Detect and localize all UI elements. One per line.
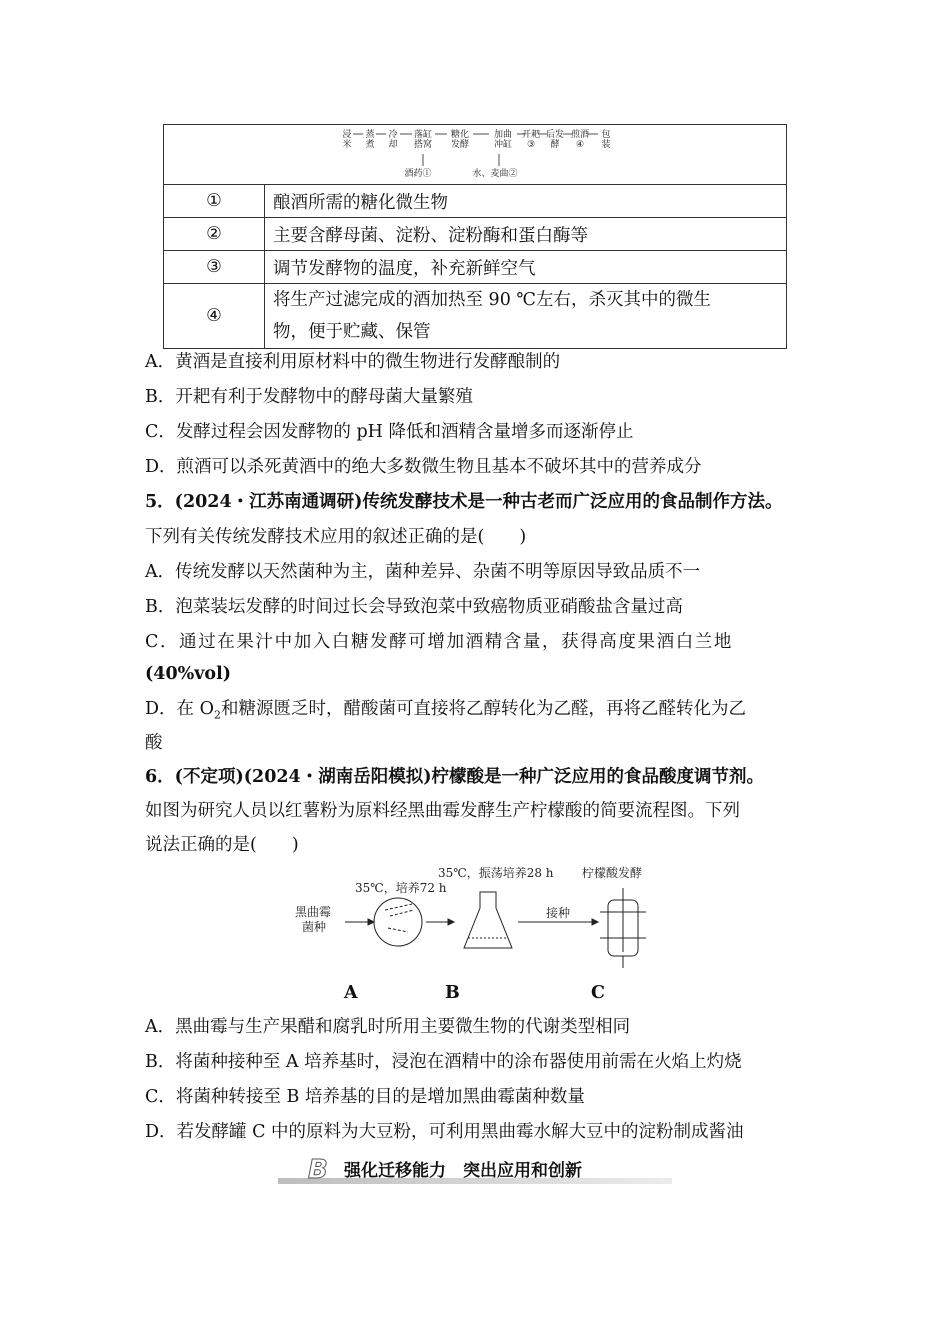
q4-option-a: A．黄酒是直接利用原材料中的微生物进行发酵酿制的 [145, 352, 561, 372]
flow-step-part: 浸 [342, 130, 352, 140]
row-text [265, 284, 787, 349]
figure-label-c: C [591, 983, 605, 1003]
flow-step-part: ③ [526, 140, 536, 150]
flow-input-1: 酒药① [404, 169, 432, 179]
q4-option-d: D．煎酒可以杀死黄酒中的绝大多数微生物且基本不破坏其中的营养成分 [145, 457, 702, 477]
figure-label-b: B [445, 983, 460, 1003]
explanation-table [163, 124, 787, 349]
flask [464, 892, 512, 948]
a-condition: 35℃，培养72 h [355, 881, 447, 895]
row-text: 调节发酵物的温度，补充新鲜空气 [265, 251, 787, 284]
q6-stem-2: 如图为研究人员以红薯粉为原料经黑曲霉发酵生产柠檬酸的简要流程图。下列 [145, 801, 740, 821]
flow-step-part: 装 [601, 140, 611, 150]
row-number: ② [164, 218, 265, 251]
q6-option-c: C．将菌种转接至 B 培养基的目的是增加黑曲霉菌种数量 [145, 1087, 585, 1107]
q5-stem-1: 5．(2024・江苏南通调研)传统发酵技术是一种古老而广泛应用的食品制作方法。 [145, 492, 783, 512]
q4-option-b: B．开耙有利于发酵物中的酵母菌大量繁殖 [145, 387, 473, 407]
flow-step-part: 米 [342, 140, 352, 150]
fermentation-figure [290, 860, 670, 980]
c-condition: 柠檬酸发酵 [582, 866, 643, 880]
q5-option-a: A．传统发酵以天然菌种为主，菌种差异、杂菌不明等原因导致品质不一 [145, 562, 701, 582]
table-row [164, 125, 787, 185]
flow-step-part: 酵 [550, 140, 560, 150]
q6-stem-1: 6．(不定项)(2024・湖南岳阳模拟)柠檬酸是一种广泛应用的食品酸度调节剂。 [145, 767, 765, 787]
flow-step-part: 包 [601, 130, 611, 140]
row-text-line: 物，便于贮藏、保管 [273, 322, 431, 342]
section-banner [278, 1156, 672, 1188]
flow-step-part: 冷 [388, 130, 398, 140]
subscript: 2 [213, 708, 221, 722]
q4-option-c: C．发酵过程会因发酵物的 pH 降低和酒精含量增多而逐渐停止 [145, 422, 634, 442]
row-number: ③ [164, 251, 265, 284]
flow-step-part: 煎酒 [570, 130, 590, 140]
q5-option-c-cont: (40%vol) [145, 664, 232, 684]
row-number: ④ [164, 284, 265, 349]
flow-step-part: 加曲 [493, 130, 513, 140]
strain-label: 菌种 [302, 920, 327, 934]
q5-option-d-cont: 酸 [145, 733, 163, 753]
flow-step-part: 冲缸 [493, 140, 513, 150]
strain-label: 黑曲霉 [295, 905, 332, 919]
q6-option-d: D．若发酵罐 C 中的原料为大豆粉，可利用黑曲霉水解大豆中的淀粉制成酱油 [145, 1122, 744, 1142]
row-text-line: 将生产过滤完成的酒加热至 90 ℃左右，杀灭其中的微生 [273, 290, 711, 310]
q6-stem-3: 说法正确的是( ) [145, 835, 299, 855]
flow-step-part: 开耙 [521, 130, 541, 140]
inoculate-label: 接种 [546, 906, 571, 920]
flow-step-part: 后发 [545, 130, 565, 140]
flow-step-part: 却 [388, 140, 398, 150]
flow-step-part: 落缸 [413, 130, 433, 140]
flow-step-part: 搭窝 [413, 140, 433, 150]
banner-title: 强化迁移能力 突出应用和创新 [344, 1161, 582, 1181]
flow-input-2: 水、麦曲② [472, 169, 518, 179]
b-condition: 35℃，振荡培养28 h [438, 866, 554, 880]
text: D．在 O [145, 699, 214, 719]
flow-step-part: 发酵 [450, 140, 470, 150]
flow-step-part: ④ [575, 140, 585, 150]
text: 和糖源匮乏时，醋酸菌可直接将乙醇转化为乙醛，再将乙醛转化为乙 [220, 699, 746, 719]
banner-letter: B [308, 1156, 328, 1185]
petri-dish [374, 898, 422, 946]
figure-svg [290, 860, 670, 980]
q5-option-c: C．通过在果汁中加入白糖发酵可增加酒精含量，获得高度果酒白兰地 [145, 632, 733, 652]
flow-step-part: 蒸 [365, 130, 375, 140]
table-row [164, 284, 787, 349]
q5-option-d [145, 698, 746, 727]
table-row [164, 185, 787, 218]
flow-step-part: 煮 [365, 140, 375, 150]
banner-svg [278, 1156, 672, 1188]
q6-option-b: B．将菌种接种至 A 培养基时，浸泡在酒精中的涂布器使用前需在火焰上灼烧 [145, 1052, 742, 1072]
q6-option-a: A．黑曲霉与生产果醋和腐乳时所用主要微生物的代谢类型相同 [145, 1017, 631, 1037]
table-row [164, 251, 787, 284]
q5-option-b: B．泡菜装坛发酵的时间过长会导致泡菜中致癌物质亚硝酸盐含量过高 [145, 597, 683, 617]
row-text: 主要含酵母菌、淀粉、淀粉酶和蛋白酶等 [265, 218, 787, 251]
flow-step-part: 糖化 [450, 130, 470, 140]
figure-label-a: A [344, 983, 358, 1003]
row-number: ① [164, 185, 265, 218]
q5-stem-2: 下列有关传统发酵技术应用的叙述正确的是( ) [145, 527, 527, 547]
row-text: 酿酒所需的糖化微生物 [265, 185, 787, 218]
table-row [164, 218, 787, 251]
